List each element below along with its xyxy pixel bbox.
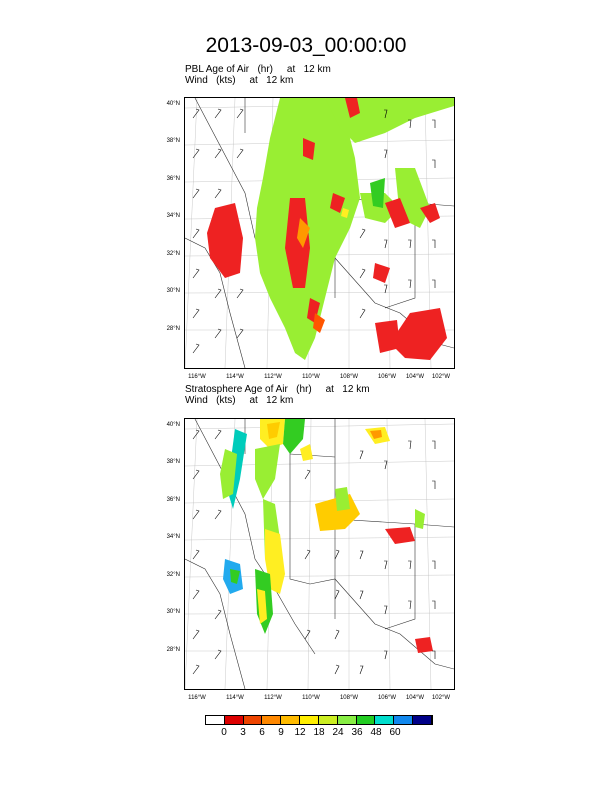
colorbar-labels	[205, 727, 433, 741]
lon-label: 112°W	[264, 374, 282, 380]
lat-label: 30°N	[166, 288, 180, 294]
lat-label: 32°N	[166, 572, 180, 578]
pbl-age-of-air-map	[184, 97, 455, 369]
lon-label: 112°W	[264, 695, 282, 701]
colorbar-label: 9	[278, 727, 284, 738]
colorbar-label: 24	[332, 727, 344, 738]
lat-label: 38°N	[166, 138, 180, 144]
colorbar-label: 0	[221, 727, 227, 738]
colorbar-label: 6	[259, 727, 265, 738]
colorbar-label: 36	[351, 727, 363, 738]
lon-label: 108°W	[339, 374, 359, 380]
lon-label: 102°W	[431, 695, 451, 701]
colorbar	[205, 715, 433, 725]
colorbar-swatch	[300, 716, 319, 724]
panel1-header-field: PBL Age of Air (hr) at 12 km	[185, 64, 331, 75]
lon-label: 108°W	[339, 695, 359, 701]
stratosphere-age-of-air-map	[184, 418, 455, 690]
lat-label: 40°N	[166, 422, 180, 428]
pbl-plume-shading	[207, 98, 454, 360]
lon-label: 106°W	[377, 695, 397, 701]
lat-label: 30°N	[166, 609, 180, 615]
lat-label: 40°N	[166, 101, 180, 107]
lon-label: 102°W	[431, 374, 451, 380]
lon-label: 106°W	[377, 374, 397, 380]
lat-label: 28°N	[166, 647, 180, 653]
colorbar-swatch	[375, 716, 394, 724]
stratosphere-shading	[220, 419, 433, 653]
colorbar-swatch	[206, 716, 225, 724]
lon-label: 116°W	[188, 695, 206, 701]
colorbar-swatch	[394, 716, 413, 724]
colorbar-swatch	[262, 716, 281, 724]
colorbar-swatch	[281, 716, 300, 724]
lat-label: 36°N	[166, 176, 180, 182]
colorbar-swatch	[338, 716, 357, 724]
panel2-header-field: Stratosphere Age of Air (hr) at 12 km	[185, 384, 370, 395]
colorbar-label: 48	[370, 727, 382, 738]
colorbar-label: 3	[240, 727, 246, 738]
colorbar-swatch	[357, 716, 376, 724]
pbl-map-canvas	[185, 98, 454, 368]
colorbar-swatch	[225, 716, 244, 724]
stratosphere-map-canvas	[185, 419, 454, 689]
lat-label: 32°N	[166, 251, 180, 257]
lat-label: 36°N	[166, 497, 180, 503]
colorbar-swatch	[244, 716, 263, 724]
lon-label: 104°W	[405, 695, 425, 701]
lat-label: 34°N	[166, 534, 180, 540]
lat-label: 34°N	[166, 213, 180, 219]
colorbar-swatch	[319, 716, 338, 724]
panel1-header-wind: Wind (kts) at 12 km	[185, 75, 294, 86]
colorbar-label: 12	[294, 727, 306, 738]
lon-label: 104°W	[405, 374, 425, 380]
main-title: 2013-09-03_00:00:00	[205, 34, 407, 57]
panel2-header-wind: Wind (kts) at 12 km	[185, 395, 294, 406]
colorbar-label: 60	[389, 727, 401, 738]
lon-label: 114°W	[226, 374, 244, 380]
colorbar-label: 18	[313, 727, 325, 738]
colorbar-swatch	[413, 716, 432, 724]
lat-label: 28°N	[166, 326, 180, 332]
lon-label: 116°W	[188, 374, 206, 380]
lon-label: 110°W	[302, 374, 320, 380]
lat-label: 38°N	[166, 459, 180, 465]
lon-label: 110°W	[302, 695, 320, 701]
lon-label: 114°W	[226, 695, 244, 701]
